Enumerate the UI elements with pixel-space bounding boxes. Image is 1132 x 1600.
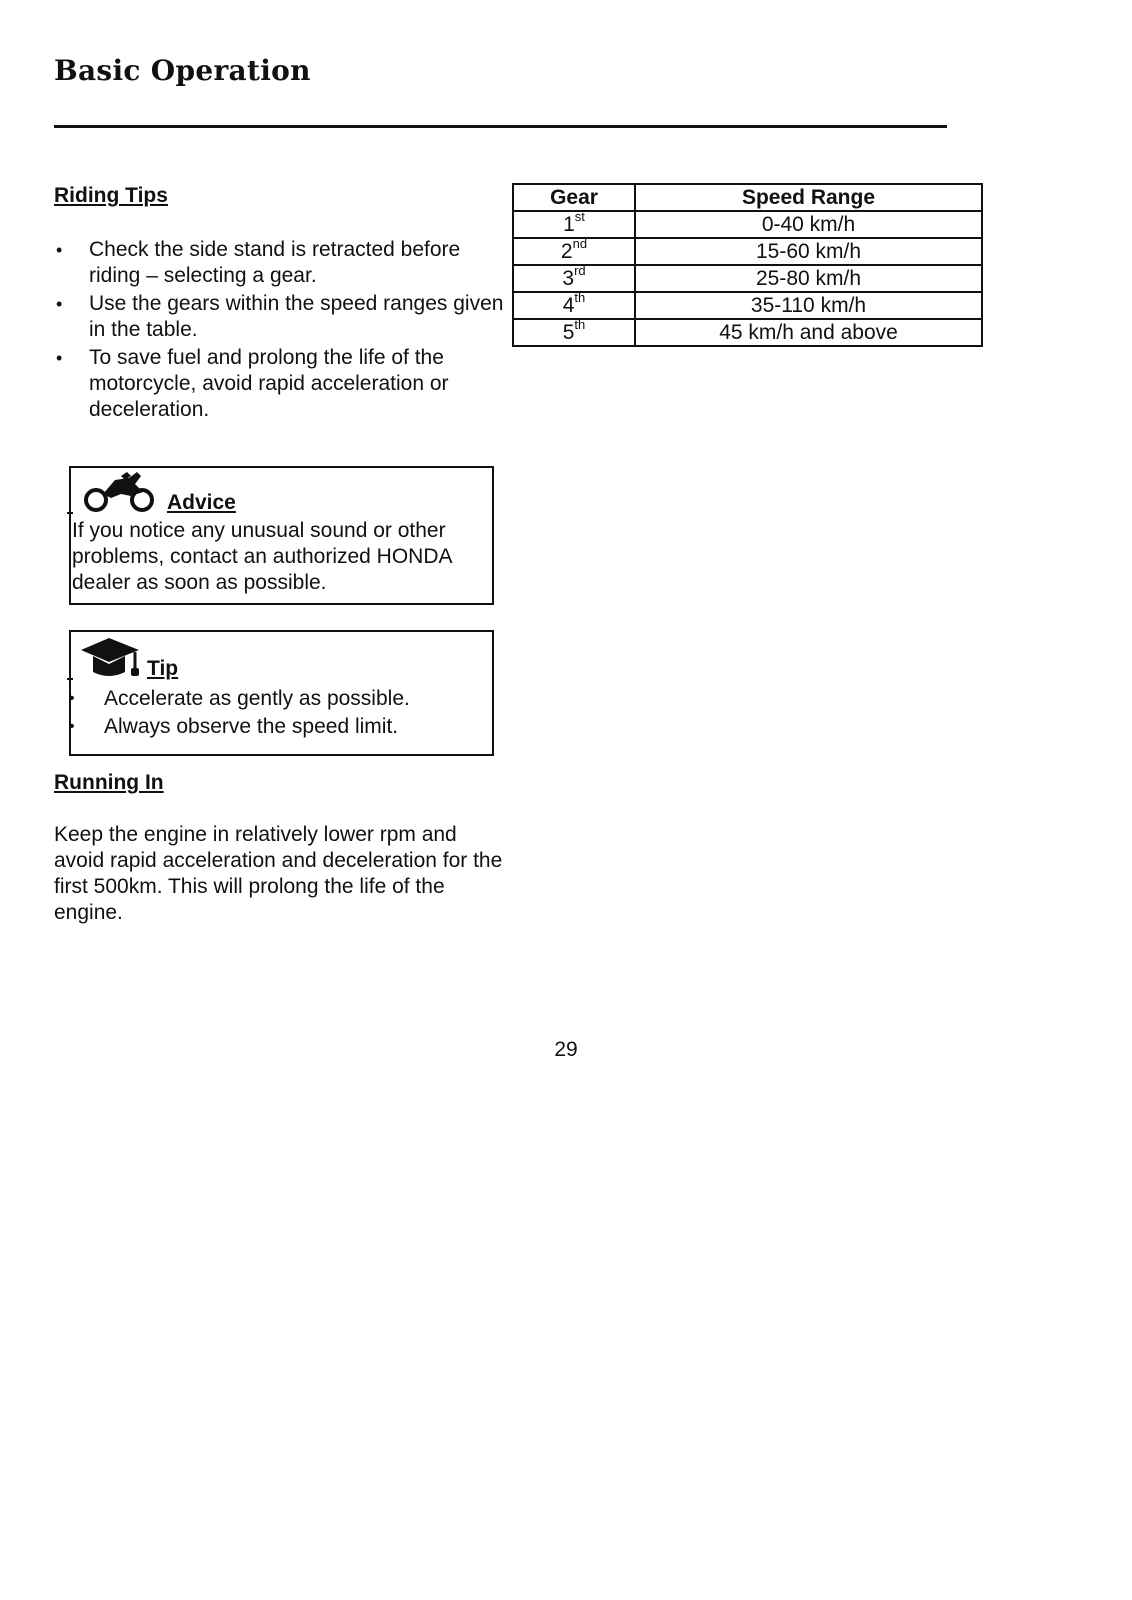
speed-range-column-header: Speed Range: [635, 184, 982, 211]
list-item-text: Use the gears within the speed ranges given in the table.: [89, 292, 504, 341]
header-tick: [67, 512, 73, 514]
bullet-icon: •: [56, 240, 63, 260]
riding-tips-list: [54, 237, 504, 423]
list-item: [54, 237, 504, 289]
bullet-icon: •: [56, 294, 63, 314]
header-tick: [67, 678, 73, 680]
list-item: [71, 714, 492, 742]
advice-header: [71, 468, 492, 516]
gear-cell: 3rd: [513, 265, 635, 292]
riding-tips-heading: Riding Tips: [54, 184, 168, 207]
gear-cell: 4th: [513, 292, 635, 319]
bullet-icon: •: [69, 718, 75, 735]
speed-range-cell: 45 km/h and above: [635, 319, 982, 346]
tip-box: [69, 630, 494, 756]
table-row: [513, 292, 982, 319]
bullet-icon: •: [69, 690, 75, 707]
title-divider: [54, 125, 947, 128]
tip-header: [71, 632, 492, 682]
speed-range-cell: 25-80 km/h: [635, 265, 982, 292]
gear-speed-table: [512, 183, 983, 347]
table-row: [513, 211, 982, 238]
table-row: [513, 265, 982, 292]
table-header-row: [513, 184, 982, 211]
advice-box: [69, 466, 494, 605]
running-in-text: Keep the engine in relatively lower rpm and avoid rapid acceleration and deceleration for the first 500km. This will prolong the life of the engine.: [54, 823, 503, 924]
speed-range-cell: 15-60 km/h: [635, 238, 982, 265]
running-in-heading: Running In: [54, 771, 164, 794]
speed-range-cell: 35-110 km/h: [635, 292, 982, 319]
tip-label: Tip: [147, 657, 179, 680]
list-item-text: Check the side stand is retracted before riding – selecting a gear.: [89, 238, 461, 287]
gear-cell: 1st: [513, 211, 635, 238]
riding-tips-section: [54, 183, 504, 425]
speed-range-cell: 0-40 km/h: [635, 211, 982, 238]
list-item-text: Always observe the speed limit.: [104, 715, 399, 738]
list-item-text: To save fuel and prolong the life of the motorcycle, avoid rapid acceleration or deceleration.: [89, 346, 449, 421]
table-row: [513, 238, 982, 265]
table-row: [513, 319, 982, 346]
advice-label: Advice: [167, 491, 236, 514]
bullet-icon: •: [56, 348, 63, 368]
gear-cell: 5th: [513, 319, 635, 346]
list-item: [71, 686, 492, 714]
advice-text: If you notice any unusual sound or other problems, contact an authorized HONDA dealer as soon as possible.: [72, 519, 452, 594]
list-item-text: Accelerate as gently as possible.: [104, 687, 410, 710]
gear-cell: 2nd: [513, 238, 635, 265]
page-title: Basic Operation: [54, 54, 311, 87]
page-number: 29: [554, 1038, 578, 1061]
graduation-cap-icon: [79, 636, 145, 687]
tip-list: [71, 686, 492, 742]
motorcycle-icon: [81, 470, 157, 519]
list-item: [54, 345, 504, 423]
gear-column-header: Gear: [513, 184, 635, 211]
list-item: [54, 291, 504, 343]
